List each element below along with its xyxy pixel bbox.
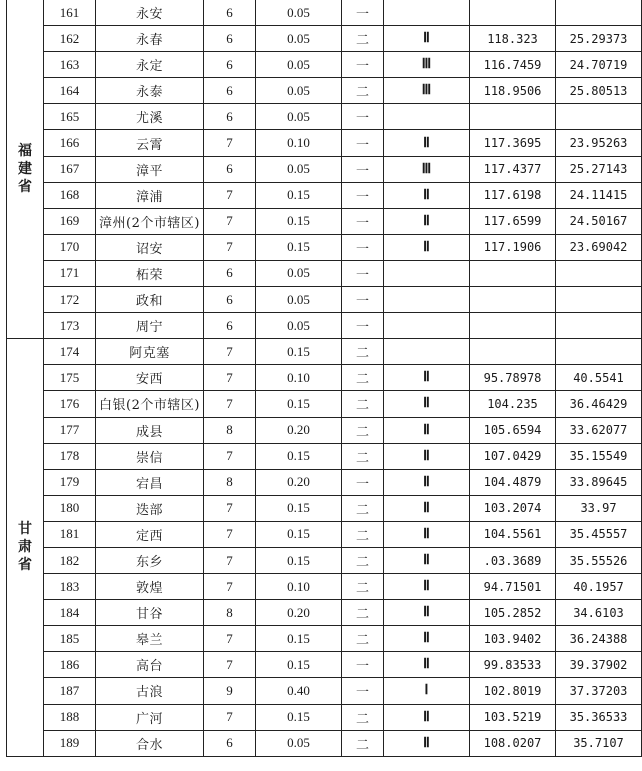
acceleration-cell: 0.05 [256, 104, 342, 130]
design-group-cell: 二 [342, 547, 384, 573]
intensity-cell: 6 [204, 260, 256, 286]
acceleration-cell: 0.05 [256, 0, 342, 26]
design-group-cell: 一 [342, 313, 384, 339]
county-name-cell: 甘谷 [96, 600, 204, 626]
intensity-cell: 7 [204, 208, 256, 234]
design-group-cell: 二 [342, 495, 384, 521]
table-row [7, 652, 642, 678]
acceleration-cell: 0.15 [256, 547, 342, 573]
county-name-cell: 迭部 [96, 495, 204, 521]
longitude-cell [470, 287, 556, 313]
table-row [7, 547, 642, 573]
table-row [7, 417, 642, 443]
acceleration-cell: 0.15 [256, 339, 342, 365]
site-class-cell: Ⅱ [384, 182, 470, 208]
table-row [7, 521, 642, 547]
site-class-cell [384, 260, 470, 286]
row-number-cell: 163 [44, 52, 96, 78]
site-class-cell: Ⅲ [384, 156, 470, 182]
intensity-cell: 7 [204, 652, 256, 678]
latitude-cell: 35.45557 [556, 521, 642, 547]
table-row [7, 287, 642, 313]
site-class-cell [384, 0, 470, 26]
row-number-cell: 178 [44, 443, 96, 469]
longitude-cell [470, 339, 556, 365]
intensity-cell: 7 [204, 234, 256, 260]
table-row [7, 78, 642, 104]
intensity-cell: 7 [204, 521, 256, 547]
intensity-cell: 7 [204, 182, 256, 208]
intensity-cell: 7 [204, 626, 256, 652]
row-number-cell: 189 [44, 730, 96, 756]
longitude-cell [470, 104, 556, 130]
county-name-cell: 合水 [96, 730, 204, 756]
site-class-cell: Ⅱ [384, 600, 470, 626]
acceleration-cell: 0.05 [256, 313, 342, 339]
table-row [7, 52, 642, 78]
county-name-cell: 古浪 [96, 678, 204, 704]
table-row [7, 313, 642, 339]
table-row [7, 574, 642, 600]
latitude-cell [556, 339, 642, 365]
latitude-cell: 39.37902 [556, 652, 642, 678]
latitude-cell: 33.97 [556, 495, 642, 521]
latitude-cell: 36.46429 [556, 391, 642, 417]
site-class-cell: Ⅱ [384, 26, 470, 52]
site-class-cell: Ⅱ [384, 574, 470, 600]
design-group-cell: 二 [342, 600, 384, 626]
table-row [7, 26, 642, 52]
row-number-cell: 168 [44, 182, 96, 208]
intensity-cell: 7 [204, 574, 256, 600]
design-group-cell: 二 [342, 78, 384, 104]
seismic-parameter-table [6, 0, 642, 757]
row-number-cell: 185 [44, 626, 96, 652]
row-number-cell: 176 [44, 391, 96, 417]
row-number-cell: 182 [44, 547, 96, 573]
latitude-cell: 24.11415 [556, 182, 642, 208]
site-class-cell: Ⅱ [384, 443, 470, 469]
intensity-cell: 7 [204, 704, 256, 730]
row-number-cell: 175 [44, 365, 96, 391]
design-group-cell: 二 [342, 443, 384, 469]
county-name-cell: 定西 [96, 521, 204, 547]
acceleration-cell: 0.05 [256, 78, 342, 104]
county-name-cell: 阿克塞 [96, 339, 204, 365]
table-row [7, 339, 642, 365]
acceleration-cell: 0.05 [256, 26, 342, 52]
latitude-cell [556, 260, 642, 286]
design-group-cell: 一 [342, 469, 384, 495]
latitude-cell: 37.37203 [556, 678, 642, 704]
latitude-cell: 35.7107 [556, 730, 642, 756]
row-number-cell: 184 [44, 600, 96, 626]
intensity-cell: 6 [204, 104, 256, 130]
longitude-cell: 118.323 [470, 26, 556, 52]
table-row [7, 130, 642, 156]
design-group-cell: 一 [342, 234, 384, 260]
latitude-cell: 24.50167 [556, 208, 642, 234]
county-name-cell: 永定 [96, 52, 204, 78]
latitude-cell [556, 287, 642, 313]
acceleration-cell: 0.15 [256, 208, 342, 234]
longitude-cell: 104.235 [470, 391, 556, 417]
design-group-cell: 二 [342, 365, 384, 391]
design-group-cell: 一 [342, 130, 384, 156]
table-row [7, 443, 642, 469]
row-number-cell: 180 [44, 495, 96, 521]
design-group-cell: 一 [342, 678, 384, 704]
acceleration-cell: 0.05 [256, 260, 342, 286]
design-group-cell: 一 [342, 652, 384, 678]
intensity-cell: 6 [204, 313, 256, 339]
design-group-cell: 二 [342, 417, 384, 443]
table-row [7, 704, 642, 730]
longitude-cell: 104.5561 [470, 521, 556, 547]
longitude-cell: 103.2074 [470, 495, 556, 521]
county-name-cell: 皋兰 [96, 626, 204, 652]
site-class-cell [384, 104, 470, 130]
acceleration-cell: 0.05 [256, 156, 342, 182]
acceleration-cell: 0.15 [256, 652, 342, 678]
design-group-cell: 二 [342, 391, 384, 417]
table-row [7, 260, 642, 286]
intensity-cell: 7 [204, 339, 256, 365]
longitude-cell: 117.6198 [470, 182, 556, 208]
longitude-cell: 103.5219 [470, 704, 556, 730]
table-body [7, 0, 642, 756]
acceleration-cell: 0.20 [256, 469, 342, 495]
longitude-cell: 116.7459 [470, 52, 556, 78]
row-number-cell: 161 [44, 0, 96, 26]
longitude-cell: 117.6599 [470, 208, 556, 234]
acceleration-cell: 0.10 [256, 574, 342, 600]
site-class-cell: Ⅲ [384, 78, 470, 104]
intensity-cell: 6 [204, 730, 256, 756]
row-number-cell: 167 [44, 156, 96, 182]
design-group-cell: 一 [342, 0, 384, 26]
latitude-cell [556, 313, 642, 339]
row-number-cell: 187 [44, 678, 96, 704]
county-name-cell: 崇信 [96, 443, 204, 469]
design-group-cell: 二 [342, 704, 384, 730]
intensity-cell: 7 [204, 495, 256, 521]
site-class-cell [384, 287, 470, 313]
province-name [7, 0, 44, 339]
row-number-cell: 183 [44, 574, 96, 600]
latitude-cell: 33.89645 [556, 469, 642, 495]
design-group-cell: 一 [342, 260, 384, 286]
table-row [7, 208, 642, 234]
design-group-cell: 二 [342, 339, 384, 365]
latitude-cell: 40.1957 [556, 574, 642, 600]
latitude-cell: 23.69042 [556, 234, 642, 260]
latitude-cell: 25.27143 [556, 156, 642, 182]
table-row [7, 234, 642, 260]
county-name-cell: 宕昌 [96, 469, 204, 495]
longitude-cell: 94.71501 [470, 574, 556, 600]
county-name-cell: 白银(2个市辖区) [96, 391, 204, 417]
acceleration-cell: 0.15 [256, 626, 342, 652]
table-row [7, 626, 642, 652]
row-number-cell: 166 [44, 130, 96, 156]
design-group-cell: 一 [342, 156, 384, 182]
latitude-cell: 33.62077 [556, 417, 642, 443]
county-name-cell: 永春 [96, 26, 204, 52]
intensity-cell: 7 [204, 391, 256, 417]
table-row [7, 104, 642, 130]
longitude-cell: 108.0207 [470, 730, 556, 756]
latitude-cell: 24.70719 [556, 52, 642, 78]
row-number-cell: 181 [44, 521, 96, 547]
design-group-cell: 二 [342, 626, 384, 652]
county-name-cell: 永安 [96, 0, 204, 26]
design-group-cell: 一 [342, 287, 384, 313]
intensity-cell: 8 [204, 417, 256, 443]
county-name-cell: 云霄 [96, 130, 204, 156]
row-number-cell: 171 [44, 260, 96, 286]
table-row [7, 469, 642, 495]
latitude-cell: 25.80513 [556, 78, 642, 104]
latitude-cell [556, 104, 642, 130]
site-class-cell: Ⅱ [384, 391, 470, 417]
county-name-cell: 东乡 [96, 547, 204, 573]
site-class-cell: Ⅱ [384, 417, 470, 443]
longitude-cell: 105.6594 [470, 417, 556, 443]
site-class-cell: Ⅱ [384, 652, 470, 678]
design-group-cell: 一 [342, 104, 384, 130]
longitude-cell: 99.83533 [470, 652, 556, 678]
table-row [7, 156, 642, 182]
longitude-cell: 105.2852 [470, 600, 556, 626]
site-class-cell: Ⅰ [384, 678, 470, 704]
intensity-cell: 7 [204, 443, 256, 469]
acceleration-cell: 0.20 [256, 417, 342, 443]
county-name-cell: 政和 [96, 287, 204, 313]
acceleration-cell: 0.10 [256, 130, 342, 156]
site-class-cell: Ⅱ [384, 365, 470, 391]
site-class-cell: Ⅱ [384, 704, 470, 730]
intensity-cell: 6 [204, 0, 256, 26]
longitude-cell [470, 0, 556, 26]
county-name-cell: 安西 [96, 365, 204, 391]
intensity-cell: 7 [204, 547, 256, 573]
acceleration-cell: 0.15 [256, 234, 342, 260]
site-class-cell: Ⅲ [384, 52, 470, 78]
county-name-cell: 漳浦 [96, 182, 204, 208]
row-number-cell: 172 [44, 287, 96, 313]
table-row [7, 391, 642, 417]
longitude-cell: 104.4879 [470, 469, 556, 495]
intensity-cell: 6 [204, 287, 256, 313]
longitude-cell: 117.4377 [470, 156, 556, 182]
latitude-cell: 34.6103 [556, 600, 642, 626]
province-label: 甘肃省 [18, 521, 32, 574]
design-group-cell: 一 [342, 208, 384, 234]
latitude-cell [556, 0, 642, 26]
acceleration-cell: 0.10 [256, 365, 342, 391]
table-row [7, 182, 642, 208]
table-row [7, 600, 642, 626]
intensity-cell: 6 [204, 78, 256, 104]
intensity-cell: 6 [204, 52, 256, 78]
table-row [7, 495, 642, 521]
acceleration-cell: 0.05 [256, 287, 342, 313]
longitude-cell: 103.9402 [470, 626, 556, 652]
acceleration-cell: 0.05 [256, 52, 342, 78]
longitude-cell: 117.3695 [470, 130, 556, 156]
county-name-cell: 成县 [96, 417, 204, 443]
longitude-cell [470, 313, 556, 339]
row-number-cell: 177 [44, 417, 96, 443]
latitude-cell: 35.55526 [556, 547, 642, 573]
acceleration-cell: 0.15 [256, 443, 342, 469]
acceleration-cell: 0.20 [256, 600, 342, 626]
latitude-cell: 36.24388 [556, 626, 642, 652]
latitude-cell: 23.95263 [556, 130, 642, 156]
site-class-cell: Ⅱ [384, 130, 470, 156]
table-row [7, 678, 642, 704]
acceleration-cell: 0.15 [256, 495, 342, 521]
county-name-cell: 柘荣 [96, 260, 204, 286]
county-name-cell: 高台 [96, 652, 204, 678]
county-name-cell: 永泰 [96, 78, 204, 104]
acceleration-cell: 0.15 [256, 182, 342, 208]
intensity-cell: 8 [204, 600, 256, 626]
intensity-cell: 7 [204, 365, 256, 391]
row-number-cell: 188 [44, 704, 96, 730]
site-class-cell [384, 313, 470, 339]
longitude-cell: 95.78978 [470, 365, 556, 391]
latitude-cell: 35.36533 [556, 704, 642, 730]
county-name-cell: 诏安 [96, 234, 204, 260]
table-row [7, 365, 642, 391]
county-name-cell: 敦煌 [96, 574, 204, 600]
row-number-cell: 170 [44, 234, 96, 260]
site-class-cell [384, 339, 470, 365]
intensity-cell: 6 [204, 26, 256, 52]
design-group-cell: 二 [342, 574, 384, 600]
county-name-cell: 周宁 [96, 313, 204, 339]
intensity-cell: 6 [204, 156, 256, 182]
design-group-cell: 二 [342, 730, 384, 756]
province-name [7, 339, 44, 757]
table-row [7, 0, 642, 26]
latitude-cell: 25.29373 [556, 26, 642, 52]
longitude-cell: .03.3689 [470, 547, 556, 573]
county-name-cell: 尤溪 [96, 104, 204, 130]
site-class-cell: Ⅱ [384, 730, 470, 756]
acceleration-cell: 0.15 [256, 391, 342, 417]
row-number-cell: 165 [44, 104, 96, 130]
longitude-cell: 107.0429 [470, 443, 556, 469]
county-name-cell: 漳州(2个市辖区) [96, 208, 204, 234]
row-number-cell: 174 [44, 339, 96, 365]
design-group-cell: 二 [342, 26, 384, 52]
acceleration-cell: 0.15 [256, 521, 342, 547]
intensity-cell: 9 [204, 678, 256, 704]
table-row [7, 730, 642, 756]
intensity-cell: 7 [204, 130, 256, 156]
site-class-cell: Ⅱ [384, 234, 470, 260]
site-class-cell: Ⅱ [384, 626, 470, 652]
site-class-cell: Ⅱ [384, 208, 470, 234]
design-group-cell: 二 [342, 521, 384, 547]
acceleration-cell: 0.05 [256, 730, 342, 756]
acceleration-cell: 0.40 [256, 678, 342, 704]
latitude-cell: 35.15549 [556, 443, 642, 469]
intensity-cell: 8 [204, 469, 256, 495]
longitude-cell: 117.1906 [470, 234, 556, 260]
row-number-cell: 169 [44, 208, 96, 234]
seismic-parameter-table-page [6, 0, 628, 771]
row-number-cell: 179 [44, 469, 96, 495]
site-class-cell: Ⅱ [384, 495, 470, 521]
row-number-cell: 164 [44, 78, 96, 104]
row-number-cell: 173 [44, 313, 96, 339]
county-name-cell: 漳平 [96, 156, 204, 182]
latitude-cell: 40.5541 [556, 365, 642, 391]
acceleration-cell: 0.15 [256, 704, 342, 730]
province-label: 福建省 [18, 143, 32, 196]
site-class-cell: Ⅱ [384, 547, 470, 573]
longitude-cell [470, 260, 556, 286]
row-number-cell: 186 [44, 652, 96, 678]
design-group-cell: 一 [342, 52, 384, 78]
site-class-cell: Ⅱ [384, 521, 470, 547]
longitude-cell: 102.8019 [470, 678, 556, 704]
county-name-cell: 广河 [96, 704, 204, 730]
row-number-cell: 162 [44, 26, 96, 52]
site-class-cell: Ⅱ [384, 469, 470, 495]
design-group-cell: 一 [342, 182, 384, 208]
longitude-cell: 118.9506 [470, 78, 556, 104]
